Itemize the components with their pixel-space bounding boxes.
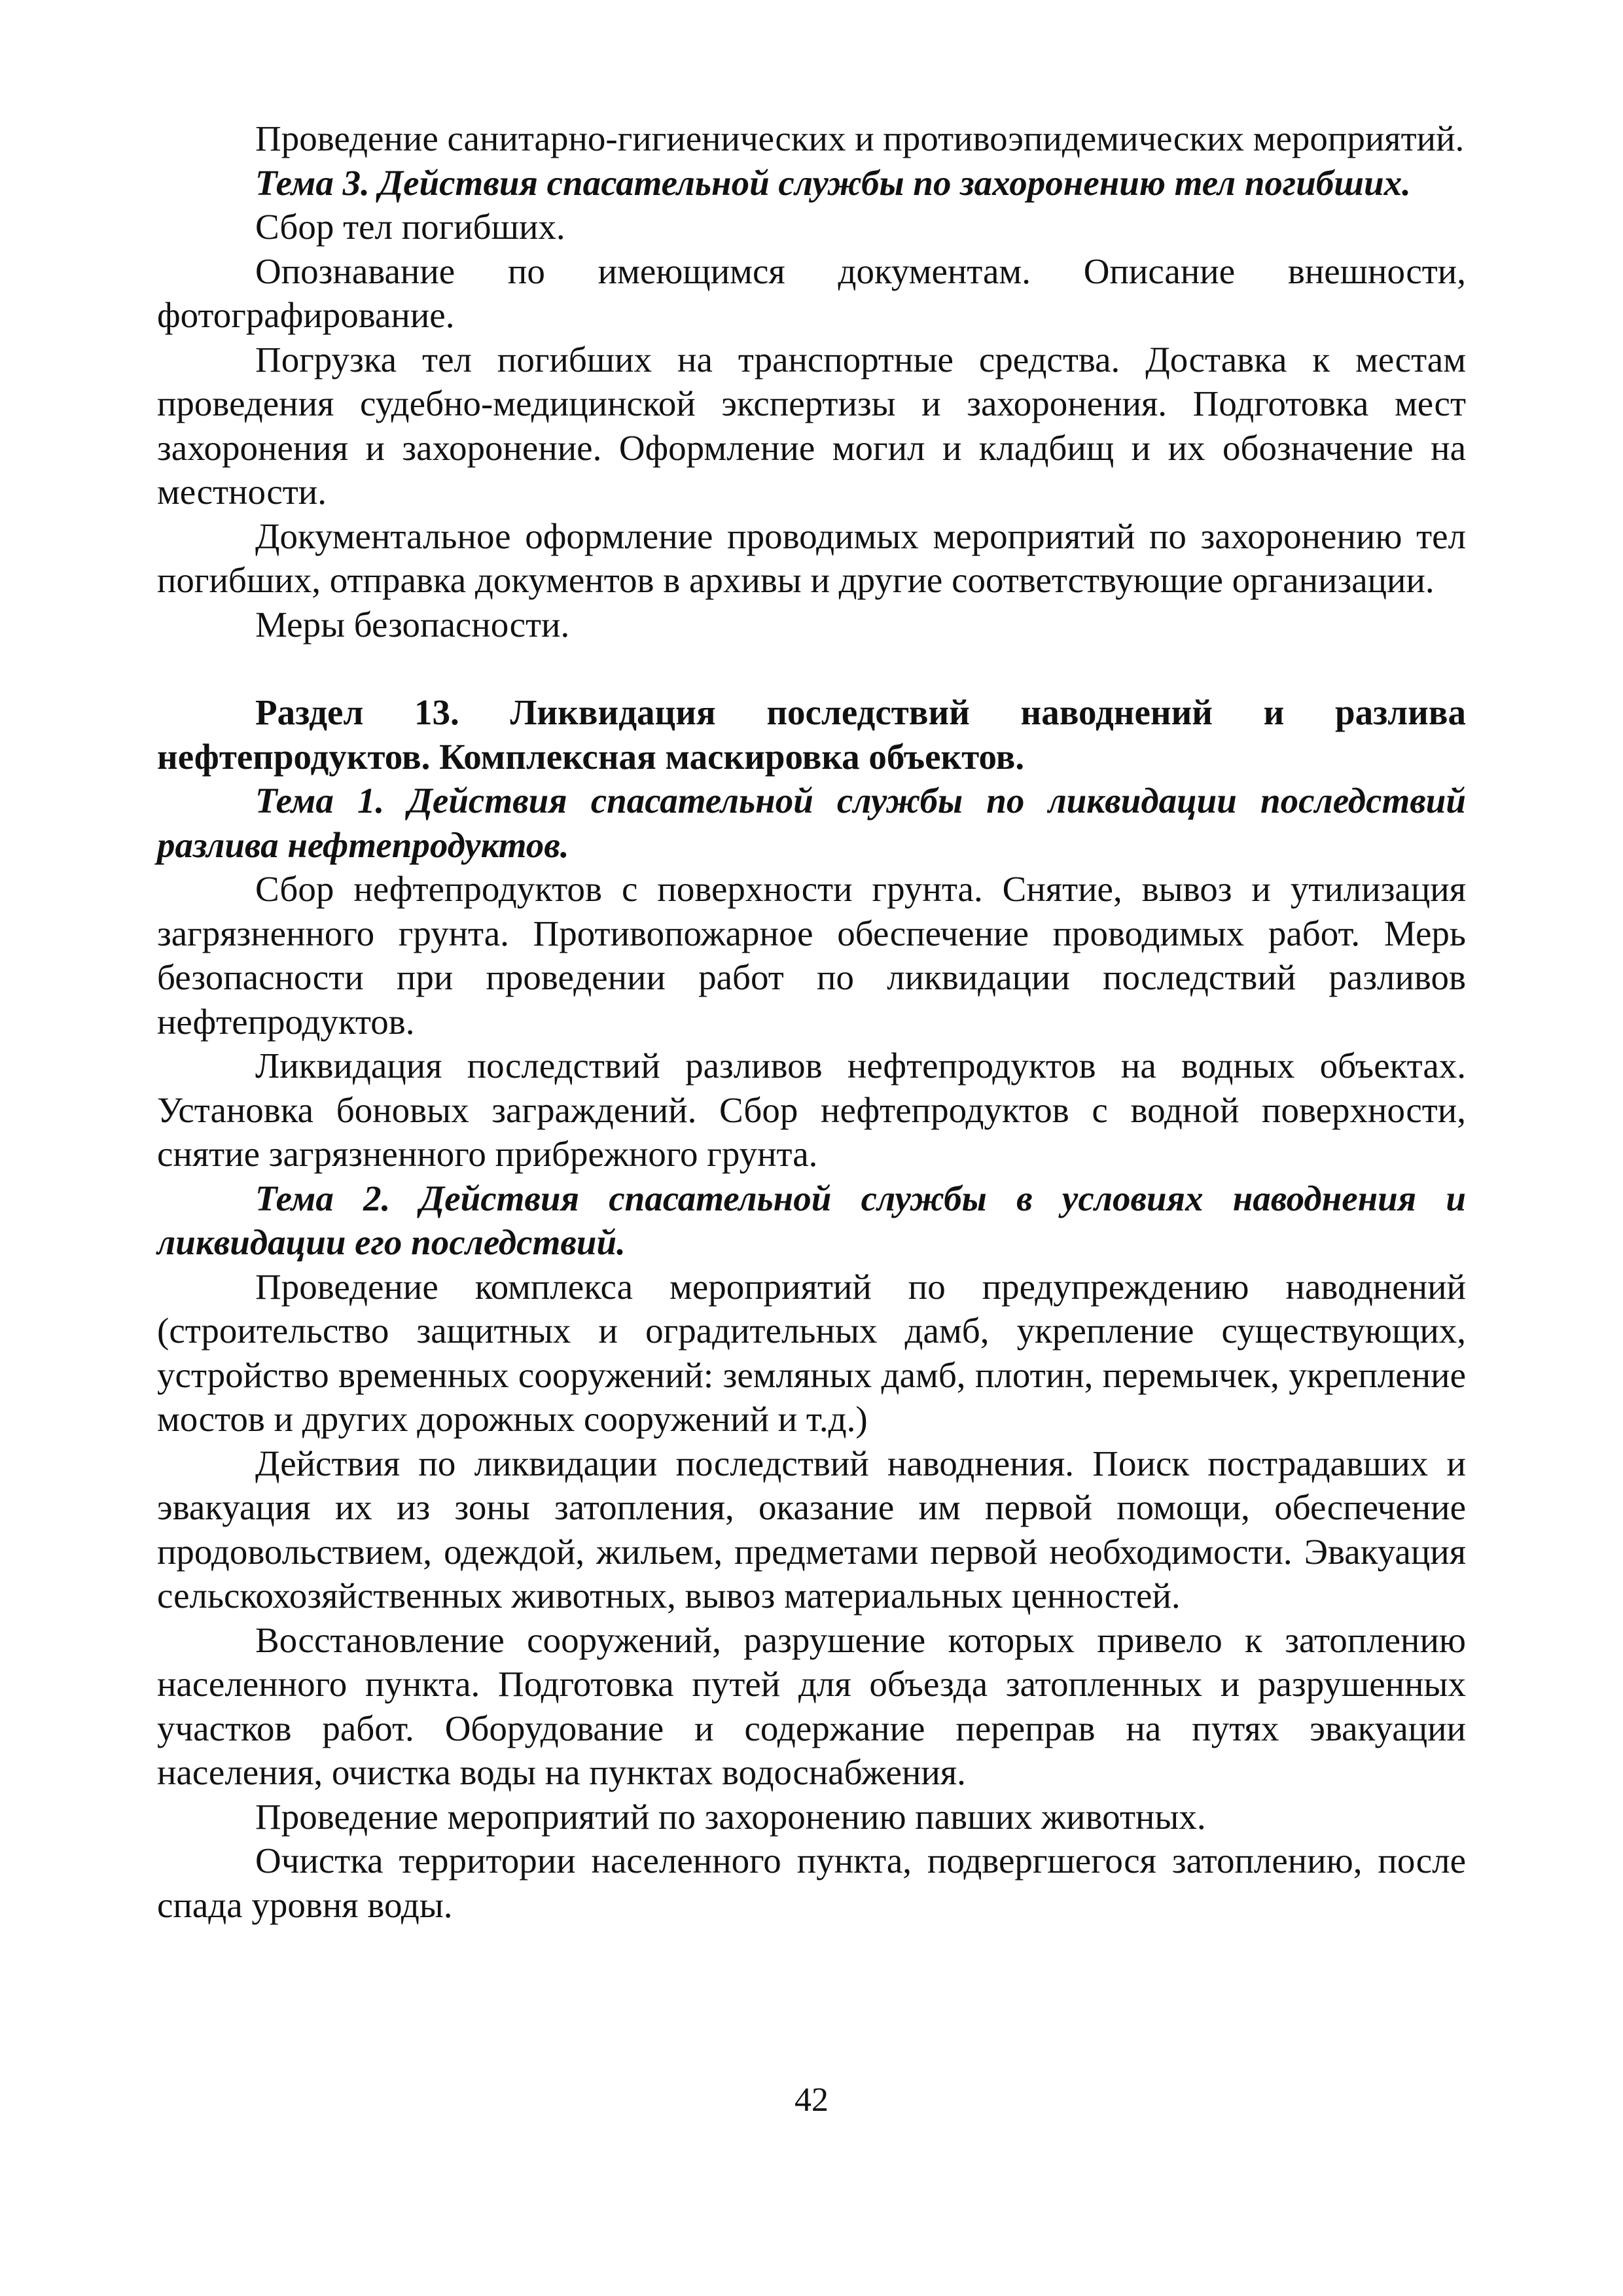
theme-heading: Тема 2. Действия спасательной службы в условиях наводнения и ликвидации его последствий. bbox=[157, 1178, 1466, 1262]
section-heading: Раздел 13. Ликвидация последствий наводнений и разлива нефтепродуктов. Комплексная маскировка объектов. bbox=[157, 692, 1466, 777]
page-body bbox=[157, 116, 1466, 1927]
paragraph: Проведение санитарно-гигиенических и противоэпидемических мероприятий. bbox=[255, 118, 1465, 158]
paragraph: Ликвидация последствий разливов нефтепродуктов на водных объектах. Установка боновых заграждений. Сбор нефтепродуктов с водной поверхности, снятие загрязненного прибрежного грунта. bbox=[157, 1046, 1466, 1174]
paragraph: Документальное оформление проводимых мероприятий по захоронению тел погибших, отправка документов в архивы и другие соответствующие организации. bbox=[157, 516, 1466, 600]
page-number: 42 bbox=[794, 2081, 829, 2119]
paragraph: Проведение комплекса мероприятий по предупреждению наводнений (строительство защитных и оградительных дамб, укрепление существующих, устройство временных сооружений: земляных дамб, плотин, перемычек, укрепление мостов и других дорожных сооружений и т.д.) bbox=[157, 1266, 1466, 1439]
paragraph: Погрузка тел погибших на транспортные средства. Доставка к местам проведения судебно-медицинской экспертизы и захоронения. Подготовка мест захоронения и захоронение. Оформление могил и кладбищ и их обозначение на местности. bbox=[157, 339, 1466, 512]
theme-heading: Тема 3. Действия спасательной службы по захоронению тел погибших. bbox=[255, 162, 1411, 203]
paragraph: Меры безопасности. bbox=[255, 604, 570, 645]
paragraph: Восстановление сооружений, разрушение которых привело к затоплению населенного пункта. Подготовка путей для объезда затопленных и разрушенных участков работ. Оборудование и содержание переправ на путях эвакуации населения, очистка воды на пунктах водоснабжения. bbox=[157, 1619, 1466, 1792]
paragraph: Опознавание по имеющимся документам. Описание внешности, фотографирование. bbox=[157, 251, 1466, 335]
paragraph: Очистка территории населенного пункта, подвергшегося затоплению, после спада уровня воды. bbox=[157, 1841, 1466, 1925]
theme-heading: Тема 1. Действия спасательной службы по ликвидации последствий разлива нефтепродуктов. bbox=[157, 781, 1466, 865]
paragraph: Сбор тел погибших. bbox=[255, 207, 565, 247]
paragraph: Сбор нефтепродуктов с поверхности грунта. Снятие, вывоз и утилизация загрязненного грунта. Противопожарное обеспечение проводимых работ. Мерь безопасности при проведении работ по ликвидации последствий разливов нефтепродуктов. bbox=[157, 869, 1466, 1042]
paragraph: Проведение мероприятий по захоронению павших животных. bbox=[255, 1796, 1206, 1837]
paragraph: Действия по ликвидации последствий наводнения. Поиск пострадавших и эвакуация их из зоны затопления, оказание им первой помощи, обеспечение продовольствием, одеждой, жильем, предметами первой необходимости. Эвакуация сельскохозяйственных животных, вывоз материальных ценностей. bbox=[157, 1443, 1466, 1616]
